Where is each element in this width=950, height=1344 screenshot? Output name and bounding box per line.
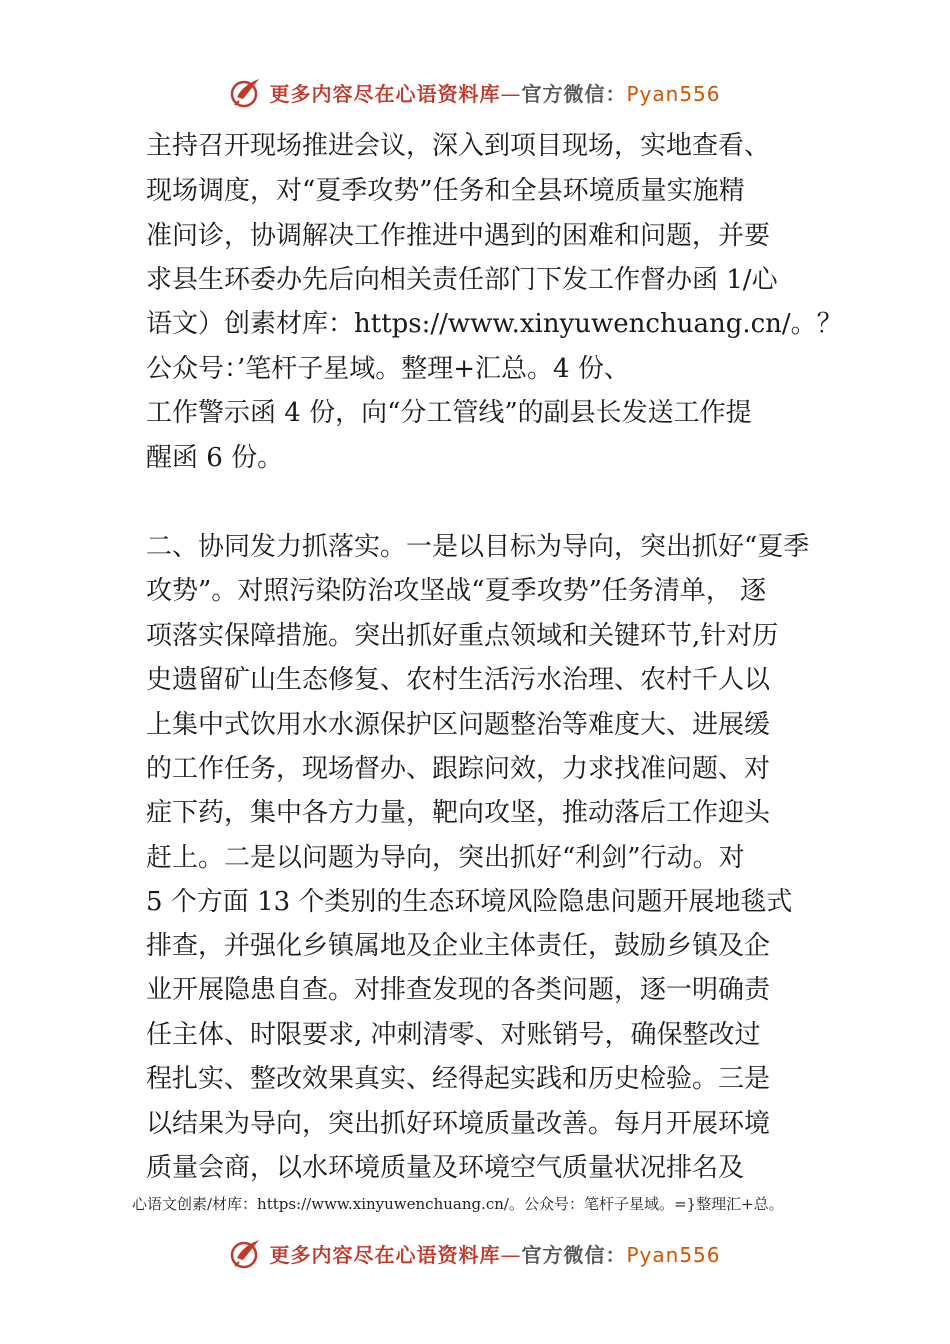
text-line: 准问诊，协调解决工作推进中遇到的困难和问题，并要: [146, 221, 771, 251]
footer-note: 心语文创素/材库：https://www.xinyuwenchuang.cn/。公众号：笔杆子星域。=}整理汇+总。: [132, 1195, 784, 1213]
brush-logo-icon: [229, 75, 263, 109]
wechat-label: 官方微信：: [521, 81, 627, 106]
text-line: 赶上。二是以问题为导向，突出抓好“利剑”行动。对: [146, 843, 745, 873]
text-line: 工作警示函 4 份，向“分工管线”的副县长发送工作提: [146, 398, 752, 428]
text-line: 以结果为导向，突出抓好环境质量改善。每月开展环境: [146, 1109, 771, 1139]
text-line: 二、协同发力抓落实。一是以目标为导向，突出抓好“夏季: [146, 532, 810, 562]
text-line: 公众号：’笔杆子星域。整理+汇总。4 份、: [146, 354, 630, 384]
header-banner: [0, 68, 950, 116]
wechat-label: 官方微信：: [521, 1242, 627, 1267]
banner-text: [269, 1239, 720, 1268]
text-line: 质量会商，以水环境质量及环境空气质量状况排名及: [146, 1153, 745, 1183]
banner-separator: —: [500, 81, 522, 106]
brush-logo-icon: [229, 1236, 263, 1270]
banner-separator: —: [500, 1242, 522, 1267]
wechat-id: Pyan556: [626, 1242, 721, 1267]
text-line: 现场调度，对“夏季攻势”任务和全县环境质量实施精: [146, 176, 745, 206]
banner-title: 更多内容尽在心语资料库: [269, 81, 501, 106]
text-line: 史遗留矿山生态修复、农村生活污水治理、农村千人以: [146, 665, 771, 695]
text-line: 上集中式饮用水水源保护区问题整治等难度大、进展缓: [146, 710, 771, 740]
text-line: 程扎实、整改效果真实、经得起实践和历史检验。三是: [146, 1064, 771, 1094]
text-line: 业开展隐患自查。对排查发现的各类问题，逐一明确责: [146, 975, 771, 1005]
text-line: 项落实保障措施。突出抓好重点领域和关键环节,针对历: [146, 621, 779, 651]
banner-title: 更多内容尽在心语资料库: [269, 1242, 501, 1267]
text-line: 求县生环委办先后向相关责任部门下发工作督办函 1/心: [146, 265, 778, 295]
text-line: 5 个方面 13 个类别的生态环境风险隐患问题开展地毯式: [146, 887, 793, 917]
text-line: 症下药，集中各方力量，靶向攻坚，推动落后工作迎头: [146, 798, 771, 828]
text-line: 排查，并强化乡镇属地及企业主体责任，鼓励乡镇及企: [146, 931, 771, 961]
text-line: 任主体、时限要求, 冲刺清零、对账销号，确保整改过: [146, 1020, 761, 1050]
wechat-id: Pyan556: [626, 81, 721, 106]
text-line: 的工作任务，现场督办、跟踪问效，力求找准问题、对: [146, 754, 771, 784]
footer-banner: [0, 1229, 950, 1277]
text-line: 语文）创素材库：https://www.xinyuwenchuang.cn/。？: [146, 309, 843, 339]
banner-text: [269, 78, 720, 107]
text-line: 醒函 6 份。: [146, 443, 284, 473]
text-line: 攻势”。对照污染防治攻坚战“夏季攻势”任务清单， 逐: [146, 576, 767, 606]
text-line: 主持召开现场推进会议，深入到项目现场，实地查看、: [146, 131, 771, 161]
